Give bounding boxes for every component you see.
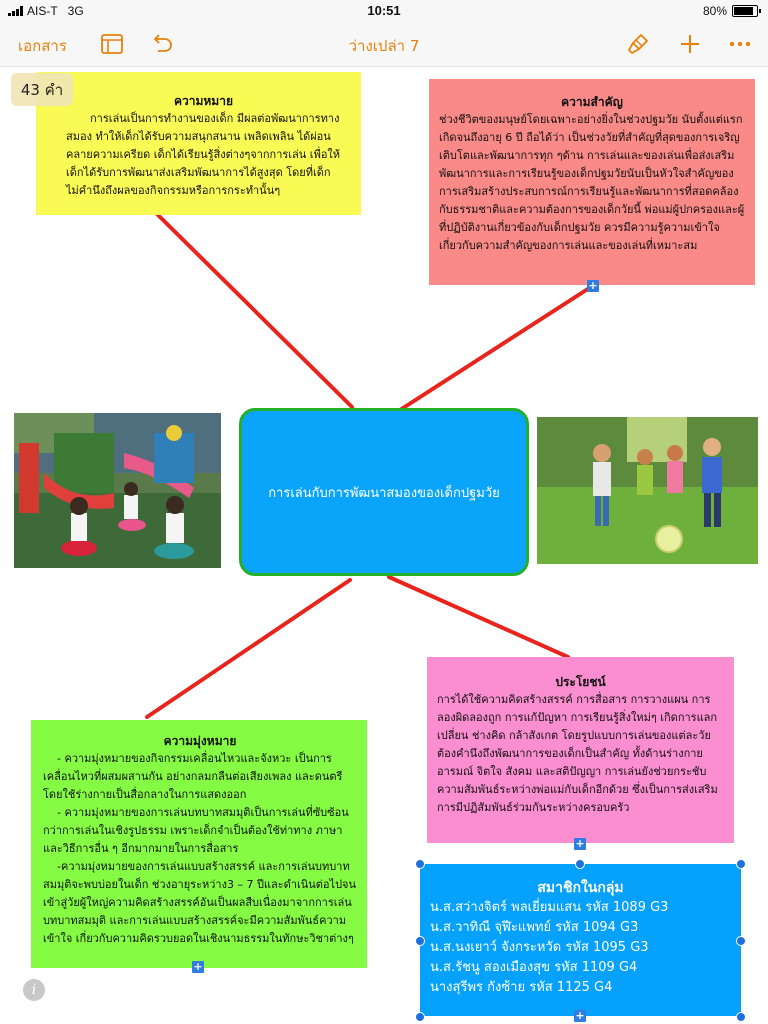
expand-plus-icon[interactable]: + xyxy=(588,279,598,292)
status-right xyxy=(703,4,758,18)
member-item: นางสุรีพร กังซ้าย รหัส 1125 G4 xyxy=(430,980,613,995)
members-title: สมาชิกในกลุ่ม xyxy=(537,880,624,896)
selection-handle[interactable] xyxy=(736,936,746,946)
playground-photo xyxy=(14,413,221,568)
benefit-box[interactable] xyxy=(427,657,734,843)
central-topic-text: การเล่นกับการพัฒนาสมองของเด็กปฐมวัย xyxy=(268,485,500,501)
more-icon[interactable] xyxy=(726,30,754,58)
importance-title: ความสำคัญ xyxy=(561,95,623,109)
word-count-badge: 43 คำ xyxy=(11,73,73,106)
battery-percent: 80% xyxy=(702,4,727,18)
members-box[interactable] xyxy=(420,864,741,1016)
add-icon[interactable] xyxy=(676,30,704,58)
central-topic[interactable] xyxy=(239,408,529,576)
meaning-box[interactable] xyxy=(36,72,361,215)
network-label: 3G xyxy=(67,4,84,18)
purpose-paragraph: - ความมุ่งหมายของกิจกรรมเคลื่อนไหวและจังหวะ เป็นการเคลื่อนไหวที่ผสมผสานกัน อย่างกลมกลืนต่อเสียงเพลง และดนตรี โดยใช้ร่างกายเป็นสื่อกลางในการแสดงออก xyxy=(43,752,343,801)
purpose-box[interactable] xyxy=(31,720,367,968)
children-soccer-photo xyxy=(537,417,758,564)
document-title[interactable]: ว่างเปล่า 7 xyxy=(348,37,420,55)
member-item: น.ส.วาทิณี จุฬีะแพทย์ รหัส 1094 G3 xyxy=(430,920,639,935)
expand-plus-icon[interactable]: + xyxy=(193,960,203,973)
selection-handle[interactable] xyxy=(415,936,425,946)
selection-handle[interactable] xyxy=(736,859,746,869)
member-item: น.ส.นงเยาว์ จังกระหวัด รหัส 1095 G3 xyxy=(430,940,649,955)
purpose-paragraph: -ความมุ่งหมายของการเล่นแบบสร้างสรรค์ และการเล่นบทบาทสมมุติจะพบบ่อยในเด็ก ช่วงอายุระหว่าง3 – 7 ปีและดำเนินต่อไปจนเข้าสู่วัยผู้ใหญ่ความคิดสร้างสรรค์อันเป็นผลสืบเนื่องมาจากการเล่นบทบาทสมมุติ และการเล่นแบบสร้างสรรค์จะมีความสัมพันธ์ความเข้าใจ เกี่ยวกับความคิดรวบยอดในเชิงนามธรรมในทักษะวิชาต่างๆ xyxy=(43,860,357,945)
meaning-title: ความหมาย xyxy=(173,94,233,108)
sidebar-icon[interactable] xyxy=(98,30,126,58)
toolbar xyxy=(0,22,768,67)
purpose-paragraph: - ความมุ่งหมายของการเล่นบทบาทสมมุติเป็นการเล่นที่ซับซ้อนกว่าการเล่นในเชิงรูปธรรม เพราะเด็กจำเป็นต้องใช้ท่าทาง ภาษา และวิธีการอื่น ๆ อีกมากมายในการสื่อสาร xyxy=(43,806,349,855)
documents-button[interactable]: เอกสาร xyxy=(18,37,67,55)
selection-handle[interactable] xyxy=(736,1012,746,1022)
battery-icon xyxy=(732,5,758,17)
member-item: น.ส.รัชนู สองเมืองสุข รหัส 1109 G4 xyxy=(430,960,638,975)
info-icon[interactable]: i xyxy=(23,979,45,1001)
purpose-title: ความมุ่งหมาย xyxy=(163,734,237,748)
benefit-title: ประโยชน์ xyxy=(555,675,606,689)
undo-icon[interactable] xyxy=(148,30,176,58)
clock: 10:51 xyxy=(367,3,401,18)
expand-plus-icon[interactable]: + xyxy=(575,1009,585,1022)
expand-plus-icon[interactable]: + xyxy=(575,837,585,850)
carrier-label: AIS-T xyxy=(27,4,58,18)
importance-body: ช่วงชีวิตของมนุษย์โดยเฉพาะอย่างยิ่งในช่วงปฐมวัย นับตั้งแต่แรกเกิดจนถึงอายุ 6 ปี ถือได้ว่า เป็นช่วงวัยที่สำคัญที่สุดของการเจริญเติบโตและพัฒนาการทุก ๆด้าน การเล่นและของเล่นเพื่อส่งเสริมพัฒนาการและการเรียนรู้ของเด็กปฐมวัยนับเป็นหัวใจสำคัญของการเสริมสร้างประสบการณ์การเรียนรู้และพัฒนาการที่สอดคล้องกับธรรมชาติและความต้องการของเด็กวัยนี้ พ่อแม่ผู้ปกครองและผู้ที่ปฏิบัติงานเกี่ยวข้องกับเด็กปฐมวัย ควรมีความรู้ความเข้าใจ เกี่ยวกับความสำคัญของการเล่นและของเล่นที่เหมาะสม xyxy=(439,113,745,252)
benefit-body: การได้ใช้ความคิดสร้างสรรค์ การสื่อสาร การวางแผน การลองผิดลองถูก การแก้ปัญหา การเรียนรู้สิ่งใหม่ๆ เกิดการแลกเปลี่ยน ช่างคิด กล้าสังเกต โดยรูปแบบการเล่นของแต่ละวัยต้องคำนึงถึงพัฒนาการของเด็กเป็นสำคัญ ทั้งด้านร่างกาย อารมณ์ จิตใจ สังคม และสติปัญญา การเล่นยังช่วยกระชับความสัมพันธ์ระหว่างพ่อแม่กับเด็กอีกด้วย ซึ่งเป็นการส่งเสริมการมีปฏิสัมพันธ์ร่วมกันระหว่างครอบครัว xyxy=(437,693,718,814)
importance-box[interactable] xyxy=(429,79,755,285)
selection-handle[interactable] xyxy=(415,1012,425,1022)
selection-handle[interactable] xyxy=(415,859,425,869)
paintbrush-icon[interactable] xyxy=(624,30,652,58)
meaning-body: การเล่นเป็นการทำงานของเด็ก มีผลต่อพัฒนาการทางสมอง ทำให้เด็กได้รับความสนุกสนาน เพลิดเพลิน ได้ผ่อนคลายความเครียด เด็กได้เรียนรู้สิ่งต่างๆจากการเล่น เพื่อให้เด็กได้รับการพัฒนาส่งเสริมพัฒนาการได้สูงสุด โดยที่เด็กไม่คำนึงถึงผลของกิจกรรมหรือการกระทำนั้นๆ xyxy=(66,112,341,197)
selection-handle[interactable] xyxy=(575,859,585,869)
status-bar xyxy=(0,0,768,22)
member-item: น.ส.สว่างจิตร์ พลเยี่ยมแสน รหัส 1089 G3 xyxy=(430,900,669,915)
